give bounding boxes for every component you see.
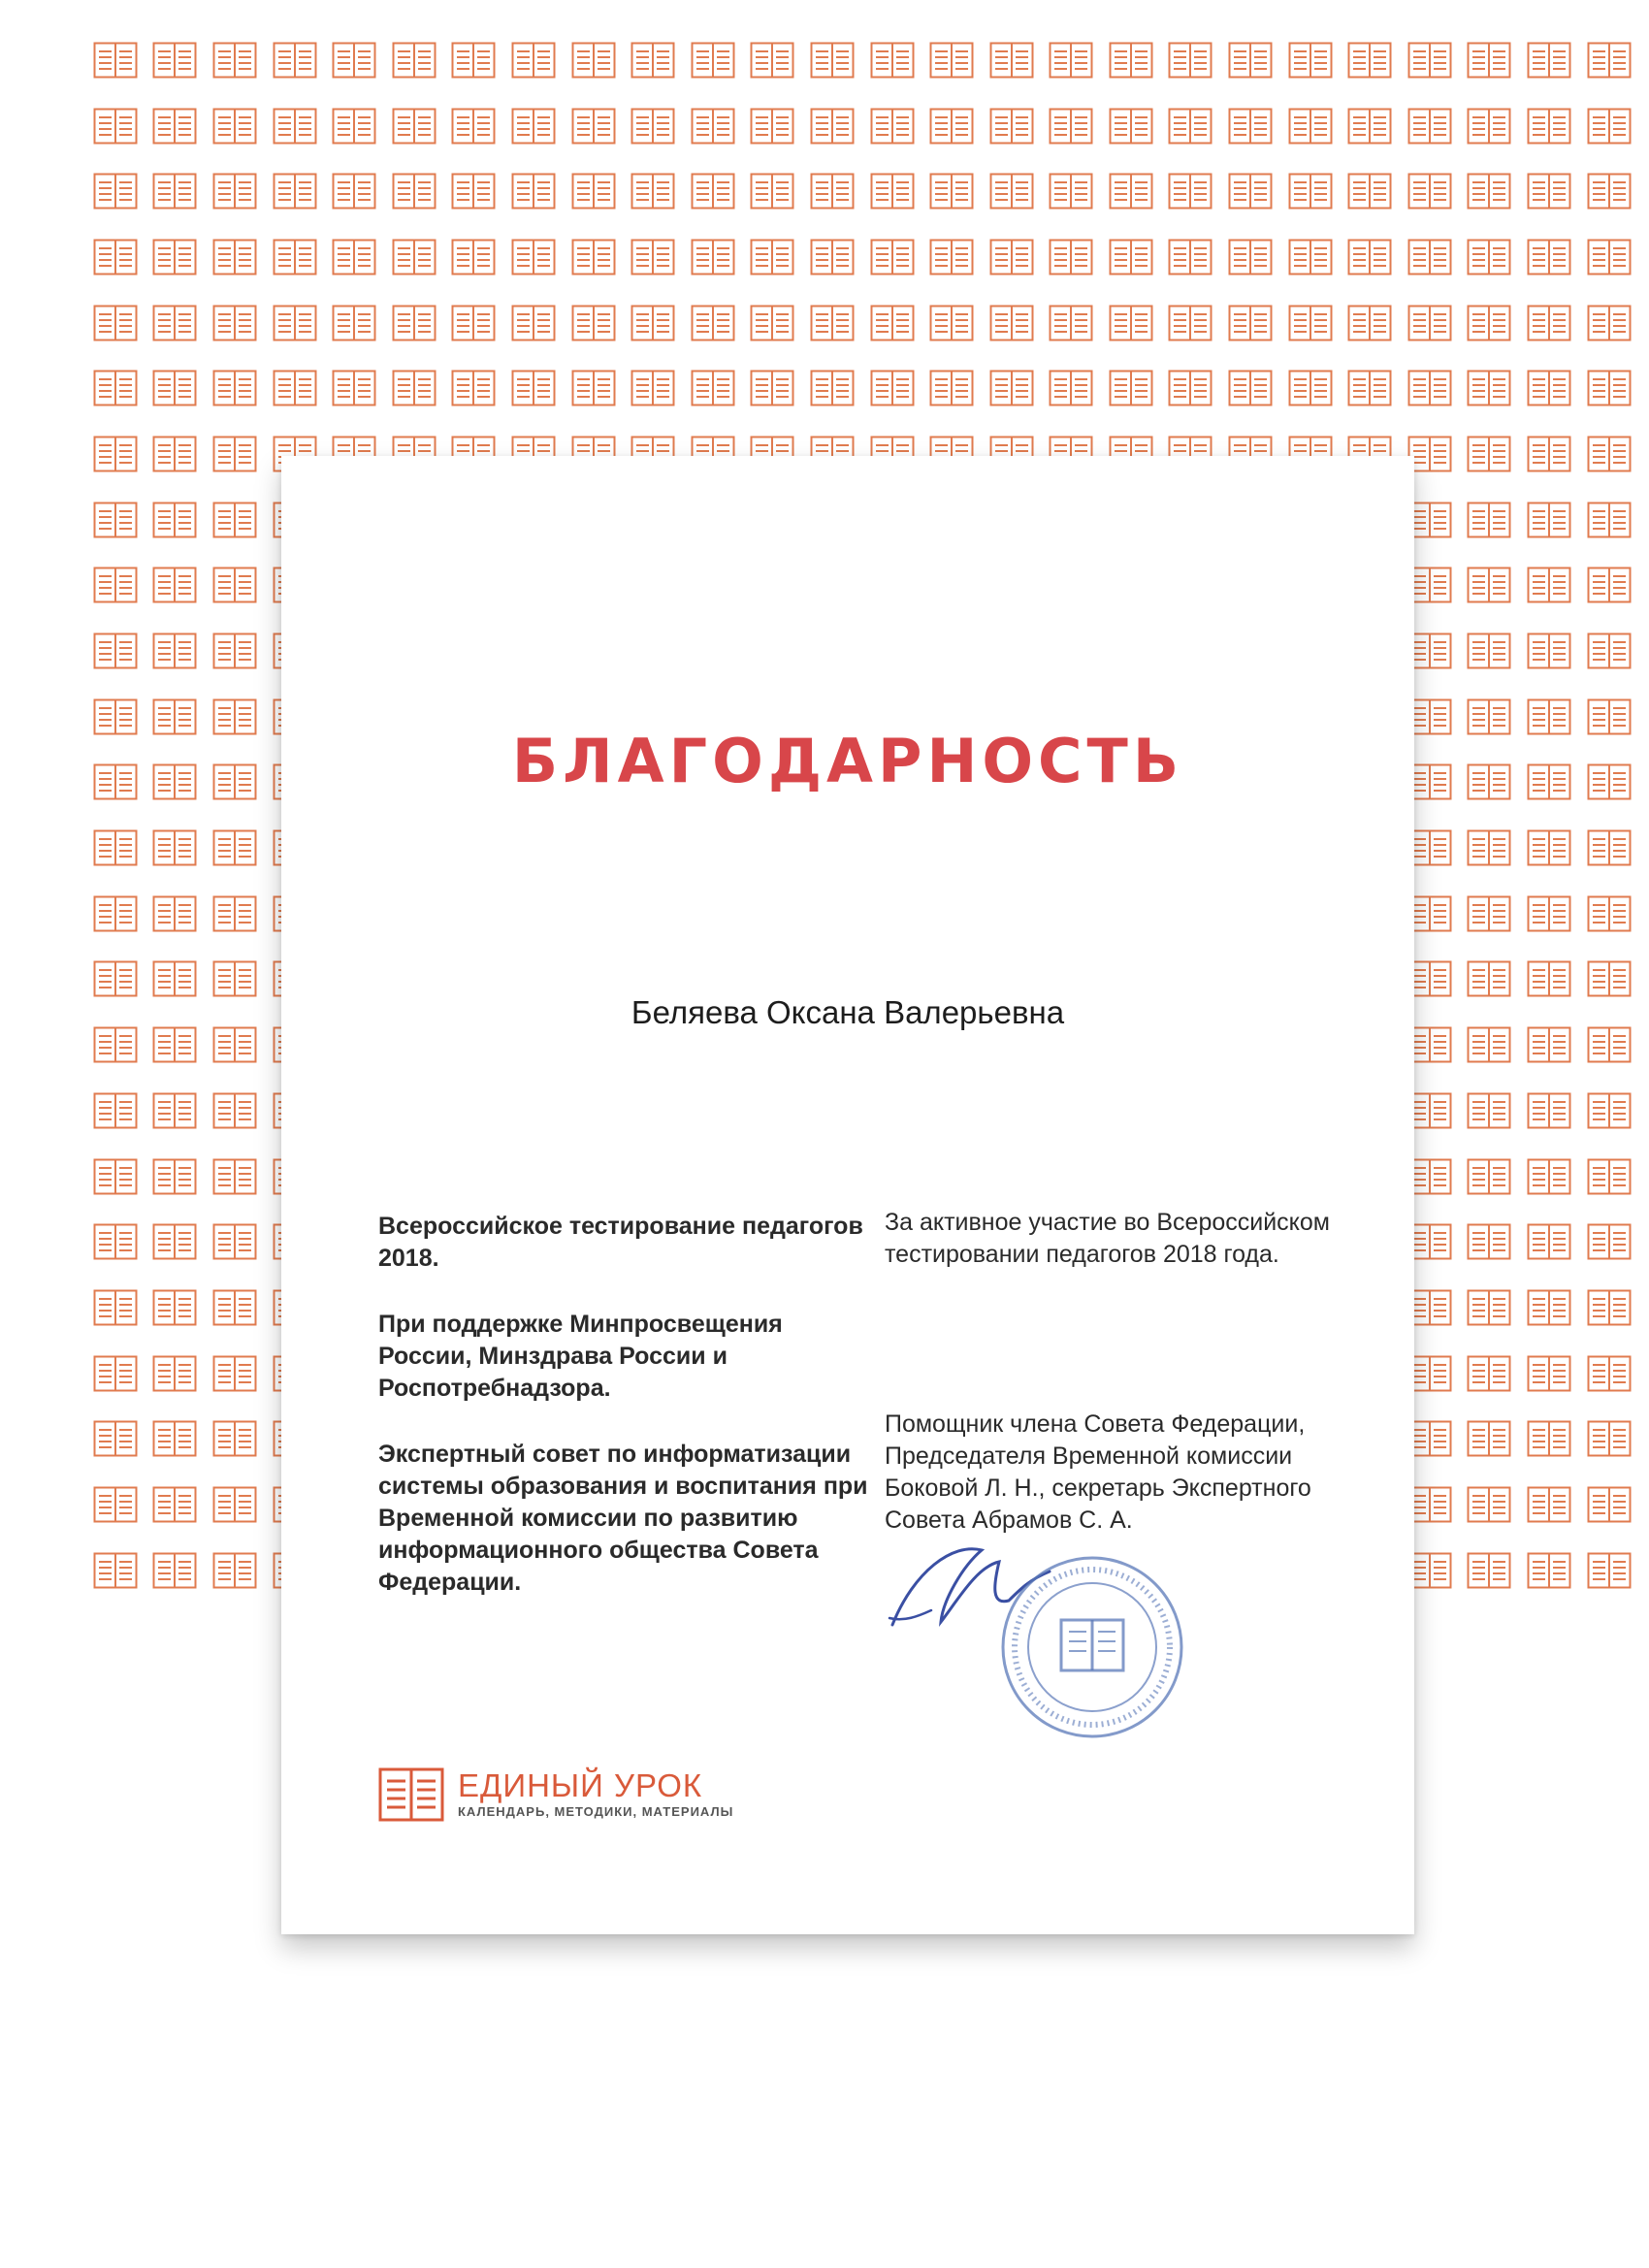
book-icon xyxy=(743,27,803,93)
book-icon xyxy=(146,421,206,487)
book-icon xyxy=(1519,1341,1579,1407)
book-icon xyxy=(384,355,444,421)
book-icon xyxy=(1460,947,1520,1013)
book-icon xyxy=(146,1538,206,1604)
book-icon xyxy=(1460,684,1520,750)
book-icon xyxy=(862,93,922,159)
certificate-card xyxy=(281,456,1414,1934)
book-icon xyxy=(1519,158,1579,224)
book-icon xyxy=(85,355,146,421)
book-icon xyxy=(205,487,265,553)
book-icon xyxy=(85,947,146,1013)
book-icon xyxy=(1579,290,1639,356)
book-icon xyxy=(146,881,206,947)
book-icon xyxy=(922,224,982,290)
book-icon xyxy=(1519,881,1579,947)
book-icon xyxy=(85,750,146,816)
book-icon xyxy=(1460,93,1520,159)
book-icon xyxy=(205,1078,265,1144)
book-icon xyxy=(1460,421,1520,487)
book-icon xyxy=(205,93,265,159)
book-icon xyxy=(1101,158,1161,224)
book-icon xyxy=(503,224,564,290)
book-icon xyxy=(1519,224,1579,290)
book-icon xyxy=(1579,750,1639,816)
book-icon xyxy=(1101,290,1161,356)
book-icon xyxy=(623,158,683,224)
book-icon xyxy=(384,224,444,290)
book-icon xyxy=(1460,553,1520,619)
book-icon xyxy=(85,815,146,881)
book-icon xyxy=(146,1144,206,1210)
book-icon xyxy=(1400,27,1460,93)
book-icon xyxy=(1579,27,1639,93)
book-icon xyxy=(205,684,265,750)
book-icon xyxy=(1579,1538,1639,1604)
book-icon xyxy=(1579,815,1639,881)
book-icon xyxy=(623,290,683,356)
book-icon xyxy=(85,1538,146,1604)
book-icon xyxy=(324,224,384,290)
book-icon xyxy=(564,290,624,356)
book-icon xyxy=(265,290,325,356)
book-icon xyxy=(862,224,922,290)
book-icon xyxy=(205,224,265,290)
book-icon xyxy=(1519,1275,1579,1341)
book-icon xyxy=(1460,1012,1520,1078)
book-icon xyxy=(683,158,743,224)
book-icon xyxy=(1280,158,1341,224)
book-icon xyxy=(265,27,325,93)
book-icon xyxy=(1519,27,1579,93)
book-icon xyxy=(85,1406,146,1472)
book-icon xyxy=(1460,1472,1520,1538)
book-icon xyxy=(1460,815,1520,881)
book-icon xyxy=(623,224,683,290)
book-icon xyxy=(802,93,862,159)
book-icon xyxy=(683,224,743,290)
book-icon xyxy=(1101,27,1161,93)
book-icon xyxy=(564,93,624,159)
book-icon xyxy=(1042,290,1102,356)
book-icon xyxy=(205,1209,265,1275)
book-icon xyxy=(503,355,564,421)
book-icon xyxy=(1579,1341,1639,1407)
book-icon xyxy=(1579,224,1639,290)
book-icon xyxy=(85,553,146,619)
book-icon xyxy=(1579,1275,1639,1341)
book-icon xyxy=(205,421,265,487)
book-icon xyxy=(1519,684,1579,750)
book-icon xyxy=(1579,1078,1639,1144)
book-icon xyxy=(1460,1078,1520,1144)
book-icon xyxy=(1579,1012,1639,1078)
book-icon xyxy=(1220,158,1280,224)
book-icon xyxy=(205,618,265,684)
book-icon xyxy=(1400,93,1460,159)
book-icon xyxy=(503,290,564,356)
book-icon xyxy=(1400,290,1460,356)
book-icon xyxy=(384,27,444,93)
organizers-column xyxy=(378,1211,883,1633)
book-icon xyxy=(1460,1406,1520,1472)
book-icon xyxy=(205,1538,265,1604)
book-icon xyxy=(1042,158,1102,224)
book-icon xyxy=(564,355,624,421)
book-icon xyxy=(503,158,564,224)
book-logo-icon xyxy=(378,1767,444,1822)
book-icon xyxy=(1460,1538,1520,1604)
book-icon xyxy=(444,224,504,290)
book-icon xyxy=(1519,815,1579,881)
book-icon xyxy=(922,158,982,224)
book-icon xyxy=(85,1275,146,1341)
book-icon xyxy=(743,93,803,159)
book-icon xyxy=(146,815,206,881)
book-icon xyxy=(1460,1209,1520,1275)
book-icon xyxy=(444,355,504,421)
book-icon xyxy=(146,684,206,750)
book-icon xyxy=(1460,224,1520,290)
book-icon xyxy=(205,750,265,816)
book-icon xyxy=(1042,224,1102,290)
book-icon xyxy=(1280,224,1341,290)
book-icon xyxy=(982,158,1042,224)
book-icon xyxy=(1220,27,1280,93)
book-icon xyxy=(1161,290,1221,356)
book-icon xyxy=(146,224,206,290)
book-icon xyxy=(1579,421,1639,487)
book-icon xyxy=(1101,355,1161,421)
book-icon xyxy=(1579,487,1639,553)
book-icon xyxy=(1280,355,1341,421)
book-icon xyxy=(146,947,206,1013)
book-icon xyxy=(1460,27,1520,93)
book-icon xyxy=(982,27,1042,93)
book-icon xyxy=(265,355,325,421)
book-icon xyxy=(265,224,325,290)
book-icon xyxy=(85,618,146,684)
book-icon xyxy=(922,27,982,93)
council-line: Экспертный совет по информатизации системы образования и воспитания при Временной комиссии по развитию информационного общества Совета Федерации. xyxy=(378,1441,868,1596)
book-icon xyxy=(1161,355,1221,421)
book-icon xyxy=(85,684,146,750)
book-icon xyxy=(85,1012,146,1078)
book-icon xyxy=(444,158,504,224)
book-icon xyxy=(862,27,922,93)
book-icon xyxy=(982,93,1042,159)
book-icon xyxy=(1460,1144,1520,1210)
book-icon xyxy=(1340,27,1400,93)
reason-column xyxy=(885,1207,1389,1537)
book-icon xyxy=(1220,290,1280,356)
reason-text: За активное участие во Всероссийском тестировании педагогов 2018 года. xyxy=(885,1209,1330,1268)
book-icon xyxy=(146,618,206,684)
book-icon xyxy=(1460,750,1520,816)
book-icon xyxy=(205,1012,265,1078)
book-icon xyxy=(1519,1144,1579,1210)
book-icon xyxy=(1519,1406,1579,1472)
book-icon xyxy=(564,27,624,93)
official-seal xyxy=(995,1550,1189,1744)
book-icon xyxy=(1579,93,1639,159)
book-icon xyxy=(444,93,504,159)
book-icon xyxy=(683,27,743,93)
book-icon xyxy=(205,1472,265,1538)
book-icon xyxy=(85,1144,146,1210)
book-icon xyxy=(205,1144,265,1210)
book-icon xyxy=(1579,1209,1639,1275)
book-icon xyxy=(922,355,982,421)
book-icon xyxy=(384,158,444,224)
book-icon xyxy=(205,1275,265,1341)
book-icon xyxy=(623,355,683,421)
book-icon xyxy=(324,158,384,224)
book-icon xyxy=(146,1275,206,1341)
book-icon xyxy=(205,947,265,1013)
book-icon xyxy=(146,1012,206,1078)
book-icon xyxy=(85,1341,146,1407)
book-icon xyxy=(1220,93,1280,159)
book-icon xyxy=(146,1472,206,1538)
book-icon xyxy=(146,158,206,224)
book-icon xyxy=(1220,224,1280,290)
book-icon xyxy=(146,1341,206,1407)
book-icon xyxy=(564,158,624,224)
book-icon xyxy=(205,158,265,224)
book-icon xyxy=(324,27,384,93)
book-icon xyxy=(1519,290,1579,356)
book-icon xyxy=(444,290,504,356)
book-icon xyxy=(802,158,862,224)
book-icon xyxy=(146,487,206,553)
book-icon xyxy=(1340,355,1400,421)
book-icon xyxy=(205,553,265,619)
book-icon xyxy=(1042,93,1102,159)
book-icon xyxy=(1400,224,1460,290)
book-icon xyxy=(1161,158,1221,224)
book-icon xyxy=(743,224,803,290)
book-icon xyxy=(862,290,922,356)
book-icon xyxy=(1101,224,1161,290)
book-icon xyxy=(982,224,1042,290)
book-icon xyxy=(146,553,206,619)
book-icon xyxy=(1579,947,1639,1013)
logo-tagline: КАЛЕНДАРЬ, МЕТОДИКИ, МАТЕРИАЛЫ xyxy=(458,1804,734,1819)
book-icon xyxy=(146,1406,206,1472)
book-icon xyxy=(384,290,444,356)
book-icon xyxy=(1280,290,1341,356)
book-icon xyxy=(683,93,743,159)
book-icon xyxy=(1340,290,1400,356)
book-icon xyxy=(1519,553,1579,619)
book-icon xyxy=(205,1341,265,1407)
book-icon xyxy=(1519,1472,1579,1538)
book-icon xyxy=(146,27,206,93)
book-icon xyxy=(324,93,384,159)
book-icon xyxy=(146,1209,206,1275)
book-icon xyxy=(1519,355,1579,421)
book-icon xyxy=(1460,487,1520,553)
book-icon xyxy=(1340,224,1400,290)
book-icon xyxy=(802,290,862,356)
book-icon xyxy=(1579,1472,1639,1538)
book-icon xyxy=(1042,355,1102,421)
book-icon xyxy=(1161,224,1221,290)
book-icon xyxy=(1579,1144,1639,1210)
book-icon xyxy=(1579,618,1639,684)
book-icon xyxy=(862,158,922,224)
book-icon xyxy=(1460,355,1520,421)
book-icon xyxy=(85,27,146,93)
book-icon xyxy=(802,355,862,421)
book-icon xyxy=(1519,618,1579,684)
book-icon xyxy=(1042,27,1102,93)
book-icon xyxy=(1519,1538,1579,1604)
book-icon xyxy=(982,290,1042,356)
book-icon xyxy=(564,224,624,290)
book-icon xyxy=(85,158,146,224)
book-icon xyxy=(1460,158,1520,224)
book-icon xyxy=(1460,618,1520,684)
book-icon xyxy=(1460,1275,1520,1341)
book-icon xyxy=(1460,1341,1520,1407)
book-icon xyxy=(1161,93,1221,159)
book-icon xyxy=(1579,355,1639,421)
book-icon xyxy=(683,290,743,356)
book-icon xyxy=(1340,93,1400,159)
book-icon xyxy=(982,355,1042,421)
book-icon xyxy=(1519,421,1579,487)
book-icon xyxy=(503,93,564,159)
support-line: При поддержке Минпросвещения России, Минздрава России и Роспотребнадзора. xyxy=(378,1311,783,1402)
book-icon xyxy=(265,93,325,159)
book-icon xyxy=(623,93,683,159)
book-icon xyxy=(623,27,683,93)
book-icon xyxy=(205,881,265,947)
book-icon xyxy=(146,93,206,159)
book-icon xyxy=(1519,93,1579,159)
book-icon xyxy=(743,355,803,421)
book-icon xyxy=(324,290,384,356)
book-icon xyxy=(743,158,803,224)
certificate-title: БЛАГОДАРНОСТЬ xyxy=(511,726,1184,796)
book-icon xyxy=(802,224,862,290)
book-icon xyxy=(1280,27,1341,93)
book-icon xyxy=(146,1078,206,1144)
book-icon xyxy=(85,1209,146,1275)
book-icon xyxy=(85,224,146,290)
book-icon xyxy=(1579,158,1639,224)
book-icon xyxy=(1280,93,1341,159)
book-icon xyxy=(1579,1406,1639,1472)
book-icon xyxy=(146,750,206,816)
book-icon xyxy=(862,355,922,421)
book-icon xyxy=(444,27,504,93)
book-icon xyxy=(683,355,743,421)
book-icon xyxy=(1519,750,1579,816)
book-icon xyxy=(205,27,265,93)
recipient-name: Беляева Оксана Валерьевна xyxy=(630,994,1065,1030)
book-icon xyxy=(1460,881,1520,947)
book-icon xyxy=(384,93,444,159)
book-icon xyxy=(1340,158,1400,224)
book-icon xyxy=(1220,355,1280,421)
book-icon xyxy=(922,290,982,356)
event-name: Всероссийское тестирование педагогов 2018. xyxy=(378,1213,863,1272)
book-icon xyxy=(146,355,206,421)
book-icon xyxy=(1161,27,1221,93)
book-icon xyxy=(205,815,265,881)
book-icon xyxy=(1519,1078,1579,1144)
book-icon xyxy=(85,421,146,487)
book-icon xyxy=(1519,1012,1579,1078)
book-icon xyxy=(1400,158,1460,224)
book-icon xyxy=(922,93,982,159)
book-icon xyxy=(1579,881,1639,947)
book-icon xyxy=(85,93,146,159)
book-icon xyxy=(1460,290,1520,356)
book-icon xyxy=(265,158,325,224)
book-icon xyxy=(1579,553,1639,619)
book-icon xyxy=(85,1472,146,1538)
edinyi-urok-logo xyxy=(378,1767,733,1822)
book-icon xyxy=(146,290,206,356)
logo-name: ЕДИНЫЙ УРОК xyxy=(458,1767,703,1803)
book-icon xyxy=(743,290,803,356)
signer-text: Помощник члена Совета Федерации, Председателя Временной комиссии Боковой Л. Н., секретарь Экспертного Совета Абрамов С. А. xyxy=(885,1410,1311,1534)
book-icon xyxy=(205,290,265,356)
book-icon xyxy=(1519,487,1579,553)
book-icon xyxy=(1519,947,1579,1013)
book-icon xyxy=(85,881,146,947)
book-icon xyxy=(1101,93,1161,159)
book-icon xyxy=(85,1078,146,1144)
book-icon xyxy=(1519,1209,1579,1275)
book-icon xyxy=(503,27,564,93)
book-icon xyxy=(205,1406,265,1472)
book-icon xyxy=(1400,355,1460,421)
book-icon xyxy=(85,290,146,356)
book-icon xyxy=(324,355,384,421)
book-icon xyxy=(802,27,862,93)
book-icon xyxy=(1579,684,1639,750)
book-icon xyxy=(85,487,146,553)
book-icon xyxy=(205,355,265,421)
